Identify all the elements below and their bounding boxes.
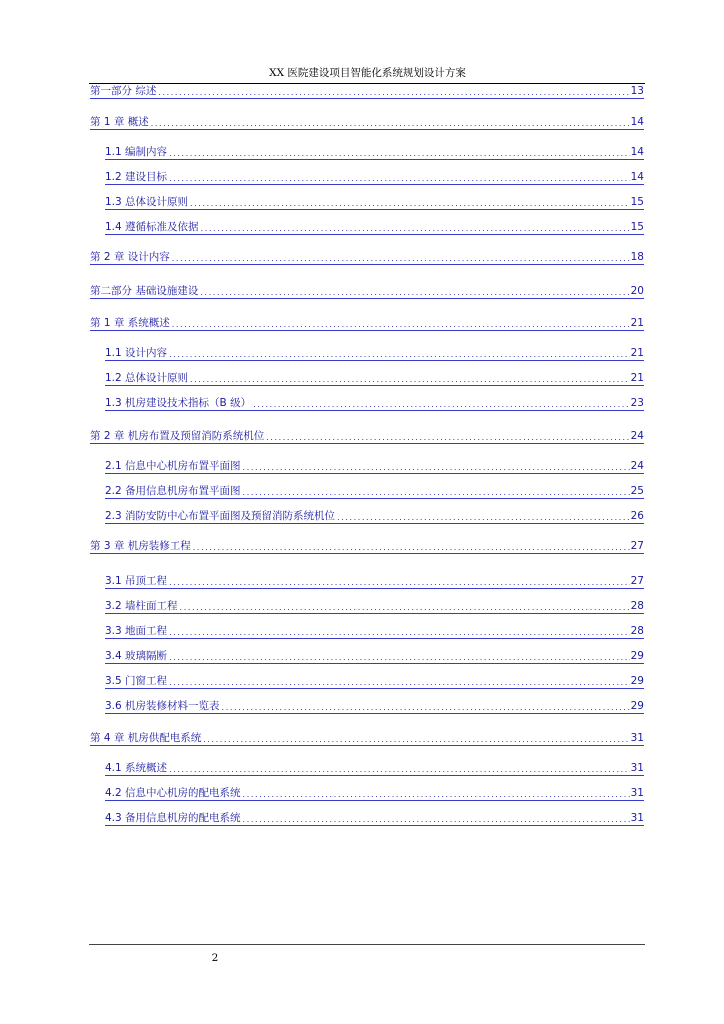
toc-dot-leader	[193, 542, 630, 553]
toc-entry-label: 第 1 章 概述	[90, 116, 149, 128]
toc-entry[interactable]	[105, 145, 644, 160]
toc-entry[interactable]	[105, 574, 644, 589]
toc-dot-leader	[172, 253, 630, 264]
toc-entry-label: 1.1 设计内容	[105, 347, 168, 359]
toc-entry[interactable]	[90, 250, 644, 265]
toc-entry-label: 2.1 信息中心机房布置平面图	[105, 460, 241, 472]
toc-entry-label: 第 2 章 机房布置及预留消防系统机位	[90, 430, 265, 442]
toc-entry-label: 2.3 消防安防中心布置平面图及预留消防系统机位	[105, 510, 336, 522]
toc-entry[interactable]	[105, 396, 644, 411]
toc-dot-leader	[169, 577, 630, 588]
toc-entry-label: 第一部分 综述	[90, 85, 157, 97]
toc-entry-page: 20	[630, 285, 644, 297]
toc-dot-leader	[172, 319, 630, 330]
toc-entry-label: 4.2 信息中心机房的配电系统	[105, 787, 241, 799]
toc-entry[interactable]	[105, 699, 644, 714]
toc-entry-page: 21	[630, 372, 644, 384]
toc-entry-page: 23	[630, 397, 644, 409]
toc-entry-label: 1.4 遵循标准及依据	[105, 221, 199, 233]
toc-entry-label: 第 4 章 机房供配电系统	[90, 732, 202, 744]
toc-dot-leader	[222, 702, 630, 713]
toc-entry[interactable]	[105, 509, 644, 524]
toc-entry[interactable]	[105, 624, 644, 639]
toc-dot-leader	[169, 652, 630, 663]
toc-entry-label: 第 3 章 机房装修工程	[90, 540, 191, 552]
toc-entry[interactable]	[105, 599, 644, 614]
toc-entry-label: 1.2 总体设计原则	[105, 372, 189, 384]
toc-entry[interactable]	[90, 284, 644, 299]
toc-entry[interactable]	[105, 371, 644, 386]
toc-entry-page: 25	[630, 485, 644, 497]
toc-dot-leader	[201, 223, 630, 234]
page-number: 2	[211, 952, 219, 964]
toc-entry-label: 4.1 系统概述	[105, 762, 168, 774]
toc-entry-page: 26	[630, 510, 644, 522]
toc-dot-leader	[169, 148, 630, 159]
toc-entry-label: 3.4 玻璃隔断	[105, 650, 168, 662]
toc-entry-page: 15	[630, 196, 644, 208]
footer-divider	[89, 944, 645, 945]
running-header-title: XX 医院建设项目智能化系统规划设计方案	[269, 67, 466, 79]
toc-dot-leader	[203, 734, 629, 745]
toc-entry-page: 24	[630, 430, 644, 442]
toc-dot-leader	[243, 789, 630, 800]
toc-entry-page: 24	[630, 460, 644, 472]
toc-dot-leader	[253, 399, 630, 410]
toc-entry-label: 3.5 门窗工程	[105, 675, 168, 687]
toc-dot-leader	[266, 432, 629, 443]
toc-entry-page: 31	[630, 732, 644, 744]
toc-entry-label: 3.6 机房装修材料一览表	[105, 700, 220, 712]
toc-entry-page: 29	[630, 650, 644, 662]
toc-entry[interactable]	[105, 170, 644, 185]
toc-entry[interactable]	[105, 459, 644, 474]
toc-dot-leader	[169, 677, 630, 688]
toc-entry-page: 31	[630, 787, 644, 799]
toc-entry-label: 3.2 墙柱面工程	[105, 600, 178, 612]
toc-entry-label: 1.3 机房建设技术指标（B 级）	[105, 397, 252, 409]
toc-entry[interactable]	[105, 811, 644, 826]
toc-entry-label: 4.3 备用信息机房的配电系统	[105, 812, 241, 824]
toc-dot-leader	[243, 462, 630, 473]
toc-entry[interactable]	[105, 346, 644, 361]
toc-entry[interactable]	[105, 786, 644, 801]
toc-entry[interactable]	[105, 220, 644, 235]
toc-dot-leader	[190, 374, 630, 385]
toc-entry-label: 第 2 章 设计内容	[90, 251, 170, 263]
toc-dot-leader	[180, 602, 630, 613]
toc-dot-leader	[169, 173, 630, 184]
toc-dot-leader	[151, 118, 630, 129]
toc-entry-page: 28	[630, 600, 644, 612]
toc-entry-page: 27	[630, 575, 644, 587]
toc-entry-page: 14	[630, 171, 644, 183]
toc-entry-page: 13	[630, 85, 644, 97]
toc-entry-label: 1.2 建设目标	[105, 171, 168, 183]
toc-entry[interactable]	[90, 539, 644, 554]
toc-entry-page: 27	[630, 540, 644, 552]
toc-entry-label: 1.1 编制内容	[105, 146, 168, 158]
toc-entry[interactable]	[105, 761, 644, 776]
toc-entry[interactable]	[105, 649, 644, 664]
toc-entry-page: 14	[630, 146, 644, 158]
toc-entry-label: 1.3 总体设计原则	[105, 196, 189, 208]
toc-entry[interactable]	[90, 316, 644, 331]
toc-entry-page: 31	[630, 812, 644, 824]
toc-dot-leader	[169, 627, 630, 638]
toc-entry-page: 14	[630, 116, 644, 128]
toc-entry-page: 28	[630, 625, 644, 637]
toc-dot-leader	[243, 814, 630, 825]
toc-entry[interactable]	[90, 84, 644, 99]
toc-entry-label: 2.2 备用信息机房布置平面图	[105, 485, 241, 497]
toc-dot-leader	[243, 487, 630, 498]
toc-dot-leader	[169, 349, 630, 360]
toc-entry-page: 31	[630, 762, 644, 774]
toc-entry[interactable]	[105, 674, 644, 689]
toc-dot-leader	[190, 198, 630, 209]
toc-entry[interactable]	[105, 195, 644, 210]
toc-dot-leader	[158, 87, 629, 98]
toc-entry[interactable]	[105, 484, 644, 499]
toc-dot-leader	[337, 512, 630, 523]
toc-entry-label: 3.1 吊顶工程	[105, 575, 168, 587]
toc-entry-page: 15	[630, 221, 644, 233]
toc-dot-leader	[169, 764, 630, 775]
toc-entry[interactable]	[90, 115, 644, 130]
toc-entry-label: 第 1 章 系统概述	[90, 317, 170, 329]
toc-entry-page: 21	[630, 317, 644, 329]
toc-entry-label: 第二部分 基础设施建设	[90, 285, 199, 297]
toc-entry-page: 21	[630, 347, 644, 359]
toc-entry[interactable]	[90, 429, 644, 444]
toc-entry-page: 29	[630, 675, 644, 687]
toc-entry-page: 29	[630, 700, 644, 712]
toc-entry[interactable]	[90, 731, 644, 746]
toc-entry-label: 3.3 地面工程	[105, 625, 168, 637]
toc-entry-page: 18	[630, 251, 644, 263]
toc-dot-leader	[200, 287, 629, 298]
